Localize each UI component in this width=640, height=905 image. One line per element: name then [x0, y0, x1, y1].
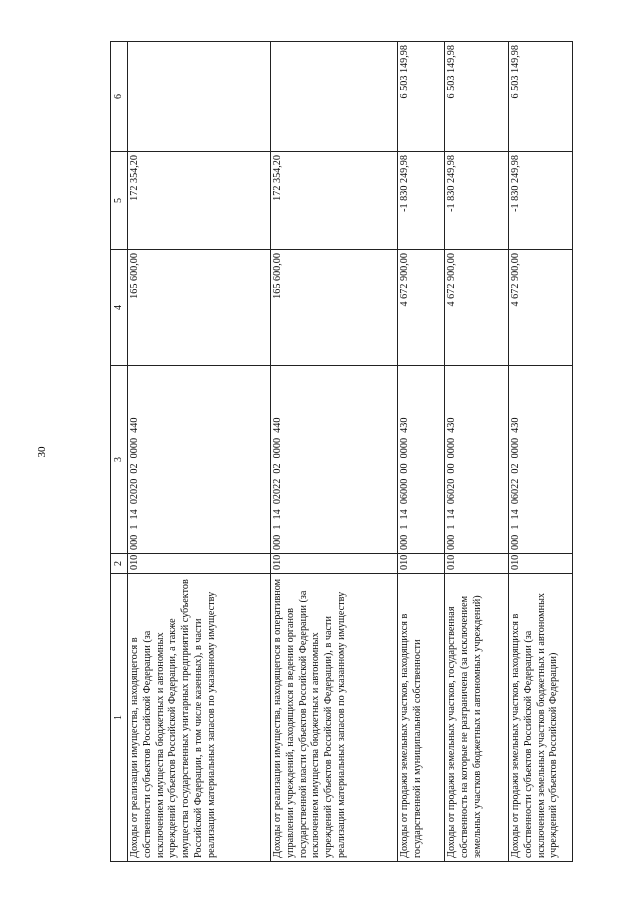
budget-classification-code: 000 1 14 02022 02 0000 440	[271, 366, 398, 554]
amount-col-5: -1 830 249,98	[509, 152, 573, 250]
header-col-4: 4	[111, 250, 128, 366]
table-row	[509, 42, 573, 862]
admin-code: 010	[509, 554, 573, 574]
table-row	[128, 42, 271, 862]
amount-col-4: 165 600,00	[271, 250, 398, 366]
amount-col-6	[271, 42, 398, 152]
amount-col-6: 6 503 149,98	[445, 42, 509, 152]
rotated-page-content	[110, 42, 560, 862]
header-col-3: 3	[111, 366, 128, 554]
amount-col-4: 4 672 900,00	[398, 250, 445, 366]
admin-code: 010	[445, 554, 509, 574]
admin-code: 010	[128, 554, 271, 574]
budget-classification-code: 000 1 14 06000 00 0000 430	[398, 366, 445, 554]
table-header-row	[111, 42, 128, 862]
admin-code: 010	[398, 554, 445, 574]
amount-col-5: 172 354,20	[271, 152, 398, 250]
budget-classification-code: 000 1 14 02020 02 0000 440	[128, 366, 271, 554]
revenue-table	[110, 41, 573, 862]
revenue-name: Доходы от реализации имущества, находящегося в оперативном управлении учреждений, находящихся в ведении органов государственной власти субъектов Российской Федерации (за исключением имущества бюджетных и автономных учреждений субъектов Российской Федерации), в части реализации материальных запасов по указанному имуществу	[271, 574, 398, 862]
table-row	[445, 42, 509, 862]
revenue-name: Доходы от продажи земельных участков, государственная собственность на которые не разграничена (за исключением земельных участков бюджетных и автономных учреждений)	[445, 574, 509, 862]
admin-code: 010	[271, 554, 398, 574]
header-col-5: 5	[111, 152, 128, 250]
amount-col-4: 4 672 900,00	[445, 250, 509, 366]
budget-classification-code: 000 1 14 06020 00 0000 430	[445, 366, 509, 554]
header-col-1: 1	[111, 574, 128, 862]
header-col-2: 2	[111, 554, 128, 574]
revenue-name: Доходы от продажи земельных участков, находящихся в государственной и муниципальной собственности	[398, 574, 445, 862]
table-row	[398, 42, 445, 862]
amount-col-5: -1 830 249,98	[398, 152, 445, 250]
amount-col-5: -1 830 249,98	[445, 152, 509, 250]
amount-col-6: 6 503 149,98	[509, 42, 573, 152]
revenue-name: Доходы от продажи земельных участков, находящихся в собственности субъектов Российской Федерации (за исключением земельных участков бюджетных и автономных учреждений субъектов Российской Федерации)	[509, 574, 573, 862]
amount-col-4: 165 600,00	[128, 250, 271, 366]
amount-col-5: 172 354,20	[128, 152, 271, 250]
amount-col-4: 4 672 900,00	[509, 250, 573, 366]
amount-col-6: 6 503 149,98	[398, 42, 445, 152]
amount-col-6	[128, 42, 271, 152]
header-col-6: 6	[111, 42, 128, 152]
table-row	[271, 42, 398, 862]
revenue-name: Доходы от реализации имущества, находящегося в собственности субъектов Российской Федерации (за исключением имущества бюджетных и автономных учреждений субъектов Российской Федерации, а также имущества государственных унитарных предприятий субъектов Российской Федерации, в том числе казенных), в части реализации материальных запасов по указанному имуществу	[128, 574, 271, 862]
page-number: 30	[36, 446, 48, 458]
budget-classification-code: 000 1 14 06022 02 0000 430	[509, 366, 573, 554]
